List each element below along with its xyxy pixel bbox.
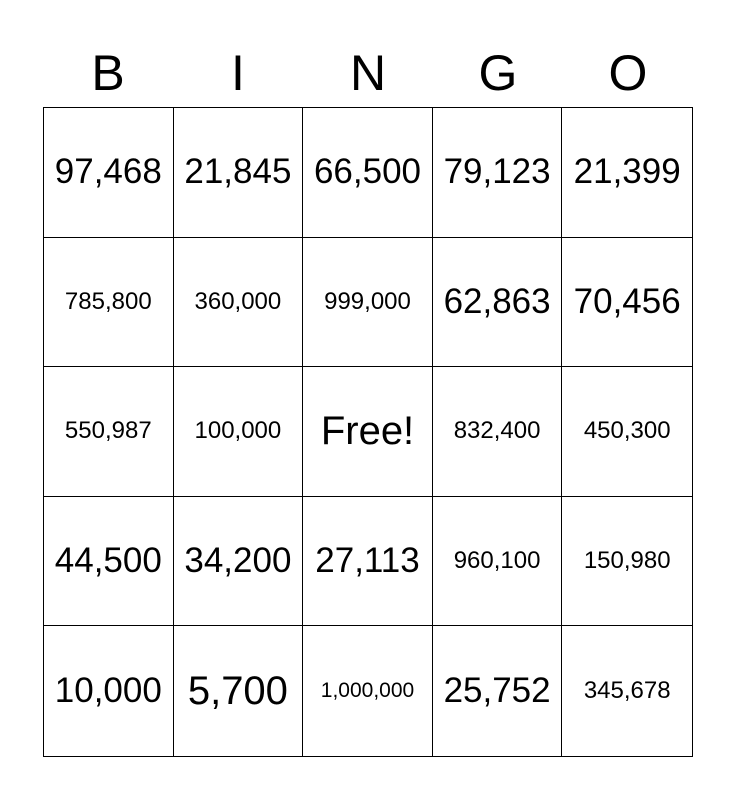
bingo-cell-o3[interactable]: 450,300 [562,367,692,497]
bingo-cell-b4[interactable]: 44,500 [44,497,174,627]
bingo-cell-b3[interactable]: 550,987 [44,367,174,497]
bingo-cell-g1[interactable]: 79,123 [433,108,563,238]
bingo-cell-i2[interactable]: 360,000 [174,238,304,368]
header-letter-i: I [231,45,245,101]
bingo-cell-i3[interactable]: 100,000 [174,367,304,497]
bingo-cell-o2[interactable]: 70,456 [562,238,692,368]
bingo-cell-i1[interactable]: 21,845 [174,108,304,238]
header-letter-n: N [349,45,387,101]
header-letter-b: B [91,45,125,101]
bingo-cell-o4[interactable]: 150,980 [562,497,692,627]
bingo-cell-b1[interactable]: 97,468 [44,108,174,238]
bingo-cell-o1[interactable]: 21,399 [562,108,692,238]
bingo-cell-n2[interactable]: 999,000 [303,238,433,368]
bingo-cell-n5[interactable]: 1,000,000 [303,626,433,756]
bingo-cell-n1[interactable]: 66,500 [303,108,433,238]
free-space-cell[interactable]: Free! [303,367,433,497]
bingo-cell-g4[interactable]: 960,100 [433,497,563,627]
bingo-cell-o5[interactable]: 345,678 [583,677,671,705]
bingo-cell-g5[interactable]: 25,752 [433,626,563,756]
header-letter-g: G [478,45,518,101]
bingo-header [43,40,693,106]
header-letter-o: O [608,45,648,101]
bingo-cell-b2[interactable]: 785,800 [44,238,174,368]
bingo-cell-i5[interactable]: 5,700 [174,626,304,756]
bingo-board [43,107,693,757]
bingo-cell-g3[interactable]: 832,400 [433,367,563,497]
bingo-cell-g2[interactable]: 62,863 [433,238,563,368]
bingo-cell-n4[interactable]: 27,113 [303,497,433,627]
bingo-cell-i4[interactable]: 34,200 [174,497,304,627]
bingo-cell-b5[interactable]: 10,000 [44,626,174,756]
